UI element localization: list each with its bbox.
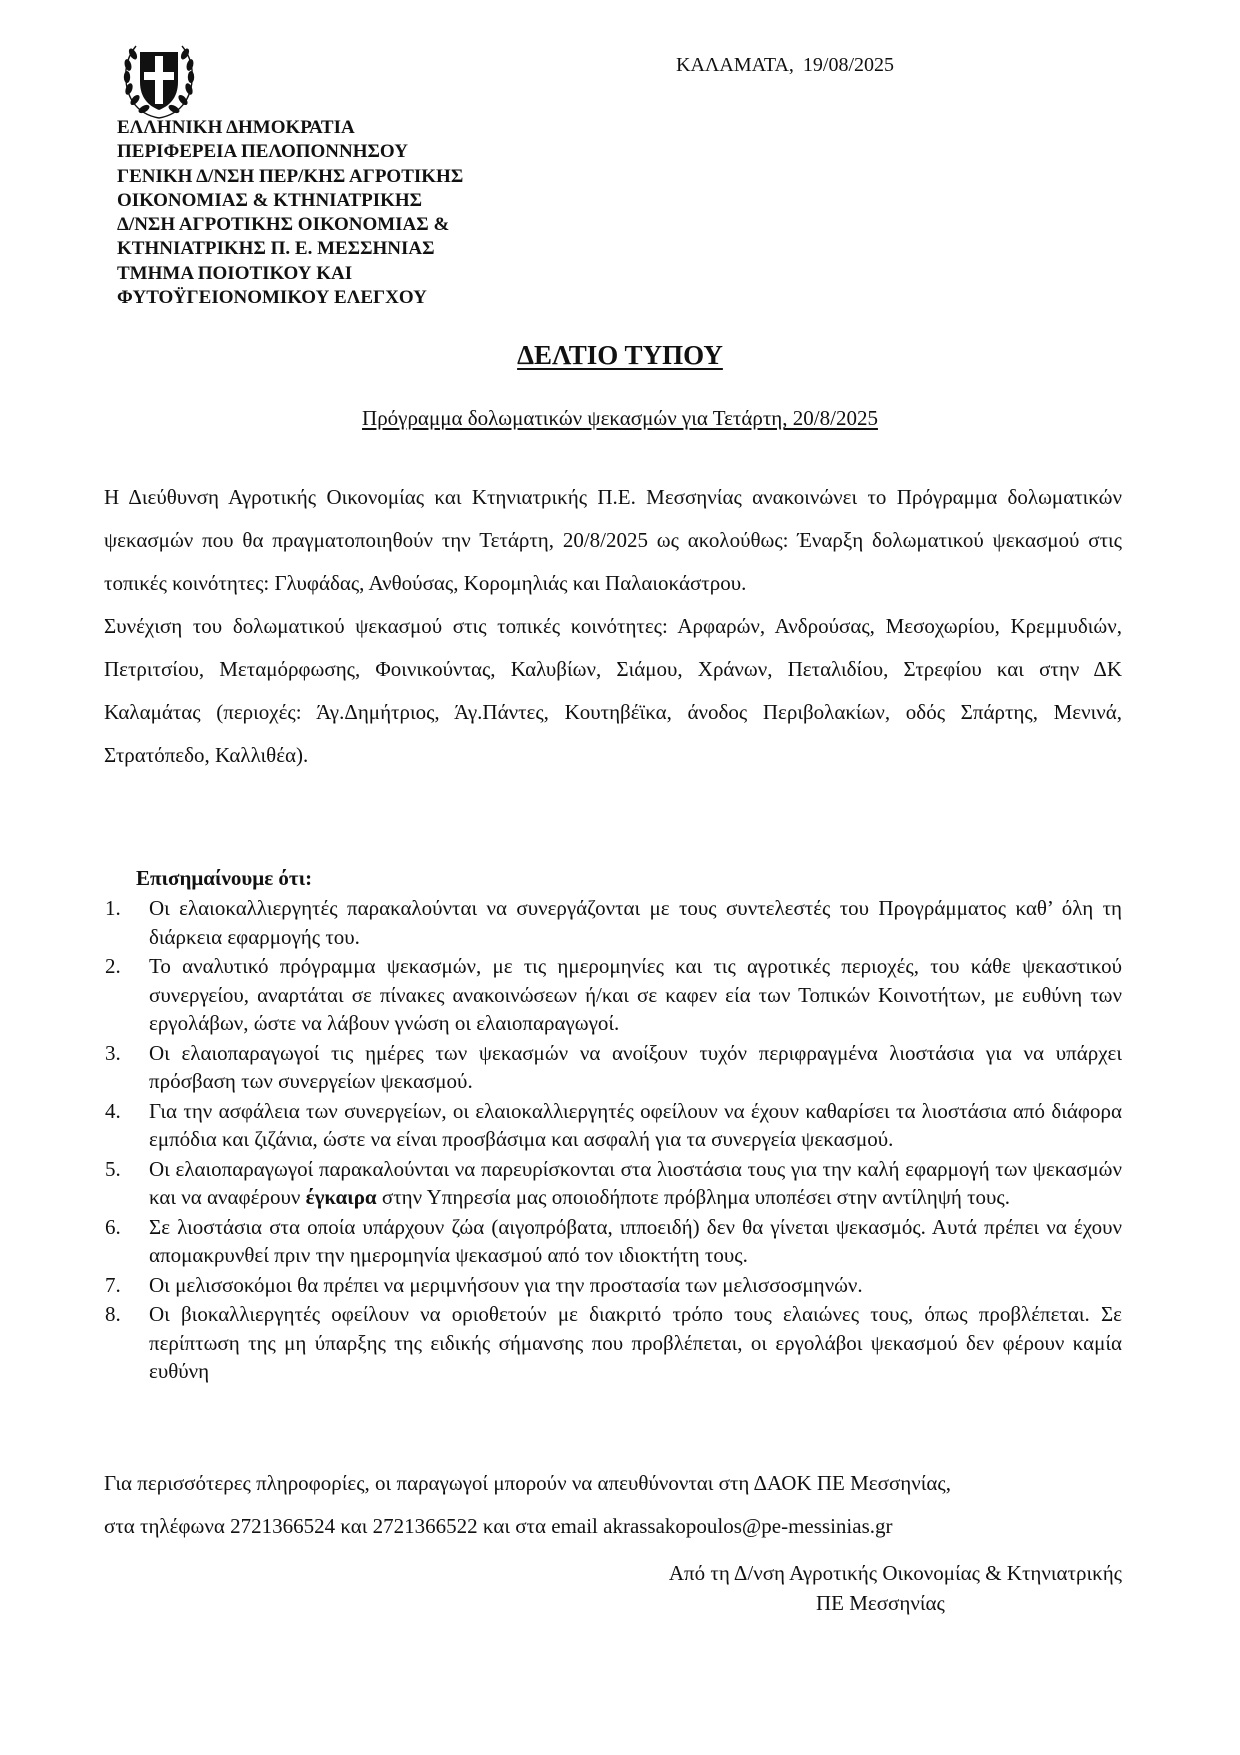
note-emphasis: έγκαιρα <box>305 1185 377 1209</box>
note-number: 6. <box>105 1214 121 1239</box>
intro-section <box>104 476 1122 777</box>
note-text: Για την ασφάλεια των συνεργείων, οι ελαιοκαλλιεργητές οφείλουν να έχουν καθαρίσει τα λιοστάσια από διάφορα εμπόδια και ζιζάνια, ώστε να είναι προσβάσιμα και ασφαλή για τα συνεργεία ψεκασμού. <box>149 1098 1122 1151</box>
note-text: Οι ελαιοπαραγωγοί τις ημέρες των ψεκασμών να ανοίξουν τυχόν περιφραγμένα λιοστάσια για να υπάρχει πρόσβαση των συνεργείων ψεκασμού. <box>149 1040 1122 1093</box>
note-item <box>104 952 1122 1038</box>
org-line: ΓΕΝΙΚΗ Δ/ΝΣΗ ΠΕΡ/ΚΗΣ ΑΓΡΟΤΙΚΗΣ <box>117 165 464 187</box>
contact-section <box>104 1462 1122 1548</box>
note-number: 8. <box>105 1302 121 1326</box>
note-item <box>104 1097 1122 1154</box>
contact-line: Για περισσότερες πληροφορίες, οι παραγωγοί μπορούν να απευθύνονται στη ΔΑΟΚ ΠΕ Μεσσηνίας, <box>104 1471 951 1495</box>
org-line: ΟΙΚΟΝΟΜΙΑΣ & ΚΤΗΝΙΑΤΡΙΚΗΣ <box>117 189 423 211</box>
org-line: ΕΛΛΗΝΙΚΗ ΔΗΜΟΚΡΑΤΙΑ <box>117 117 355 138</box>
contact-line: στα τηλέφωνα 2721366524 και 2721366522 και στα email akrassakopoulos@pe-messinias.gr <box>104 1514 893 1538</box>
notes-heading: Επισημαίνουμε ότι: <box>136 866 313 890</box>
org-line: ΠΕΡΙΦΕΡΕΙΑ ΠΕΛΟΠΟΝΝΗΣΟΥ <box>117 141 408 163</box>
signature-line: ΠΕ Μεσσηνίας <box>816 1591 945 1615</box>
document-subtitle: Πρόγραμμα δολωματικών ψεκασμών για Τετάρτη, 20/8/2025 <box>362 406 878 430</box>
note-number: 3. <box>105 1040 121 1065</box>
signature-line: Από τη Δ/νση Αγροτικής Οικονομίας & Κτηνιατρικής <box>668 1561 1122 1585</box>
org-line: ΚΤΗΝΙΑΤΡΙΚΗΣ Π. Ε. ΜΕΣΣΗΝΙΑΣ <box>117 238 435 260</box>
note-item <box>104 894 1122 951</box>
date-line: ΚΑΛΑΜΑΤΑ, 19/08/2025 <box>676 54 895 76</box>
note-item <box>104 1213 1122 1270</box>
note-item <box>104 1300 1122 1386</box>
note-number: 1. <box>105 896 121 920</box>
issuing-authority-block <box>117 116 463 310</box>
note-text: Σε λιοστάσια στα οποία υπάρχουν ζώα (αιγοπρόβατα, ιπποειδή) δεν θα γίνεται ψεκασμός. Αυτά πρέπει να έχουν απομακρυνθεί πριν την ημερομηνία ψεκασμού από τον ιδιοκτήτη τους. <box>149 1214 1122 1267</box>
note-number: 2. <box>105 954 121 978</box>
note-item <box>104 1271 1122 1300</box>
note-item <box>104 1039 1122 1096</box>
note-text: Οι ελαιοκαλλιεργητές παρακαλούνται να συνεργάζονται με τους συντελεστές του Προγράμματος καθ’ όλη τη διάρκεια εφαρμογής του. <box>149 896 1122 949</box>
note-text: στην Υπηρεσία μας οποιοδήποτε πρόβλημα υποπέσει στην αντίληψή τους. <box>376 1185 1010 1209</box>
org-line: ΦΥΤΟΫΓΕΙΟΝΟΜΙΚΟΥ ΕΛΕΓΧΟΥ <box>117 287 427 309</box>
note-text: Οι βιοκαλλιεργητές οφείλουν να οριοθετούν με διακριτό τρόπο τους ελαιώνες τους, όπως προβλέπεται. Σε περίπτωση της μη ύπαρξης της ειδικής σήμανσης που προβλέπεται, οι εργολάβοι ψεκασμού δεν φέρουν καμία ευθύνη <box>149 1302 1122 1383</box>
org-line: ΤΜΗΜΑ ΠΟΙΟΤΙΚΟΥ ΚΑΙ <box>117 262 353 284</box>
note-text: Οι ελαιοπαραγωγοί παρακαλούνται να παρευρίσκονται στα λιοστάσια τους για την καλή εφαρμογή των ψεκασμών και να αναφέρουν <box>149 1156 1122 1209</box>
note-text: Το αναλυτικό πρόγραμμα ψεκασμών, με τις ημερομηνίες και τις αγροτικές περιοχές, του κάθε ψεκαστικού συνεργείου, αναρτάται σε πίνακες ανακοινώσεων ή/και σε καφεν εία των Τοπικών Κοινοτήτων, με ευθύνη των εργολάβων, ώστε να λάβουν γνώση οι ελαιοπαραγωγοί. <box>149 954 1122 1035</box>
note-item <box>104 1155 1122 1212</box>
greek-coat-of-arms-icon <box>118 40 200 124</box>
note-text: Οι μελισσοκόμοι θα πρέπει να μεριμνήσουν για την προστασία των μελισσοσμηνών. <box>149 1272 863 1297</box>
note-number: 7. <box>105 1272 121 1297</box>
org-line: Δ/ΝΣΗ ΑΓΡΟΤΙΚΗΣ ΟΙΚΟΝΟΜΙΑΣ & <box>117 214 450 236</box>
notes-list <box>104 894 1122 1387</box>
note-number: 5. <box>105 1156 121 1181</box>
intro-paragraph: Συνέχιση του δολωματικού ψεκασμού στις τοπικές κοινότητες: Αρφαρών, Ανδρούσας, Μεσοχωρίου, Κρεμμυδιών, Πετριτσίου, Μεταμόρφωσης, Φοινικούντας, Καλυβίων, Σιάμου, Χράνων, Πεταλιδίου, Στρεφίου και στην ΔΚ Καλαμάτας (περιοχές: Άγ.Δημήτριος, Άγ.Πάντες, Κουτηβέϊκα, άνοδος Περιβολακίων, οδός Σπάρτης, Μενινά, Στρατόπεδο, Καλλιθέα). <box>104 614 1122 767</box>
document-title: ΔΕΛΤΙΟ ΤΥΠΟΥ <box>517 340 723 370</box>
signature-block <box>576 1558 1122 1618</box>
note-number: 4. <box>105 1098 121 1123</box>
intro-paragraph: Η Διεύθυνση Αγροτικής Οικονομίας και Κτηνιατρικής Π.Ε. Μεσσηνίας ανακοινώνει το Πρόγραμμα δολωματικών ψεκασμών που θα πραγματοποιηθούν την Τετάρτη, 20/8/2025 ως ακολούθως: Έναρξη δολωματικού ψεκασμού στις τοπικές κοινότητες: Γλυφάδας, Ανθούσας, Κορομηλιάς και Παλαιοκάστρου. <box>104 485 1122 595</box>
